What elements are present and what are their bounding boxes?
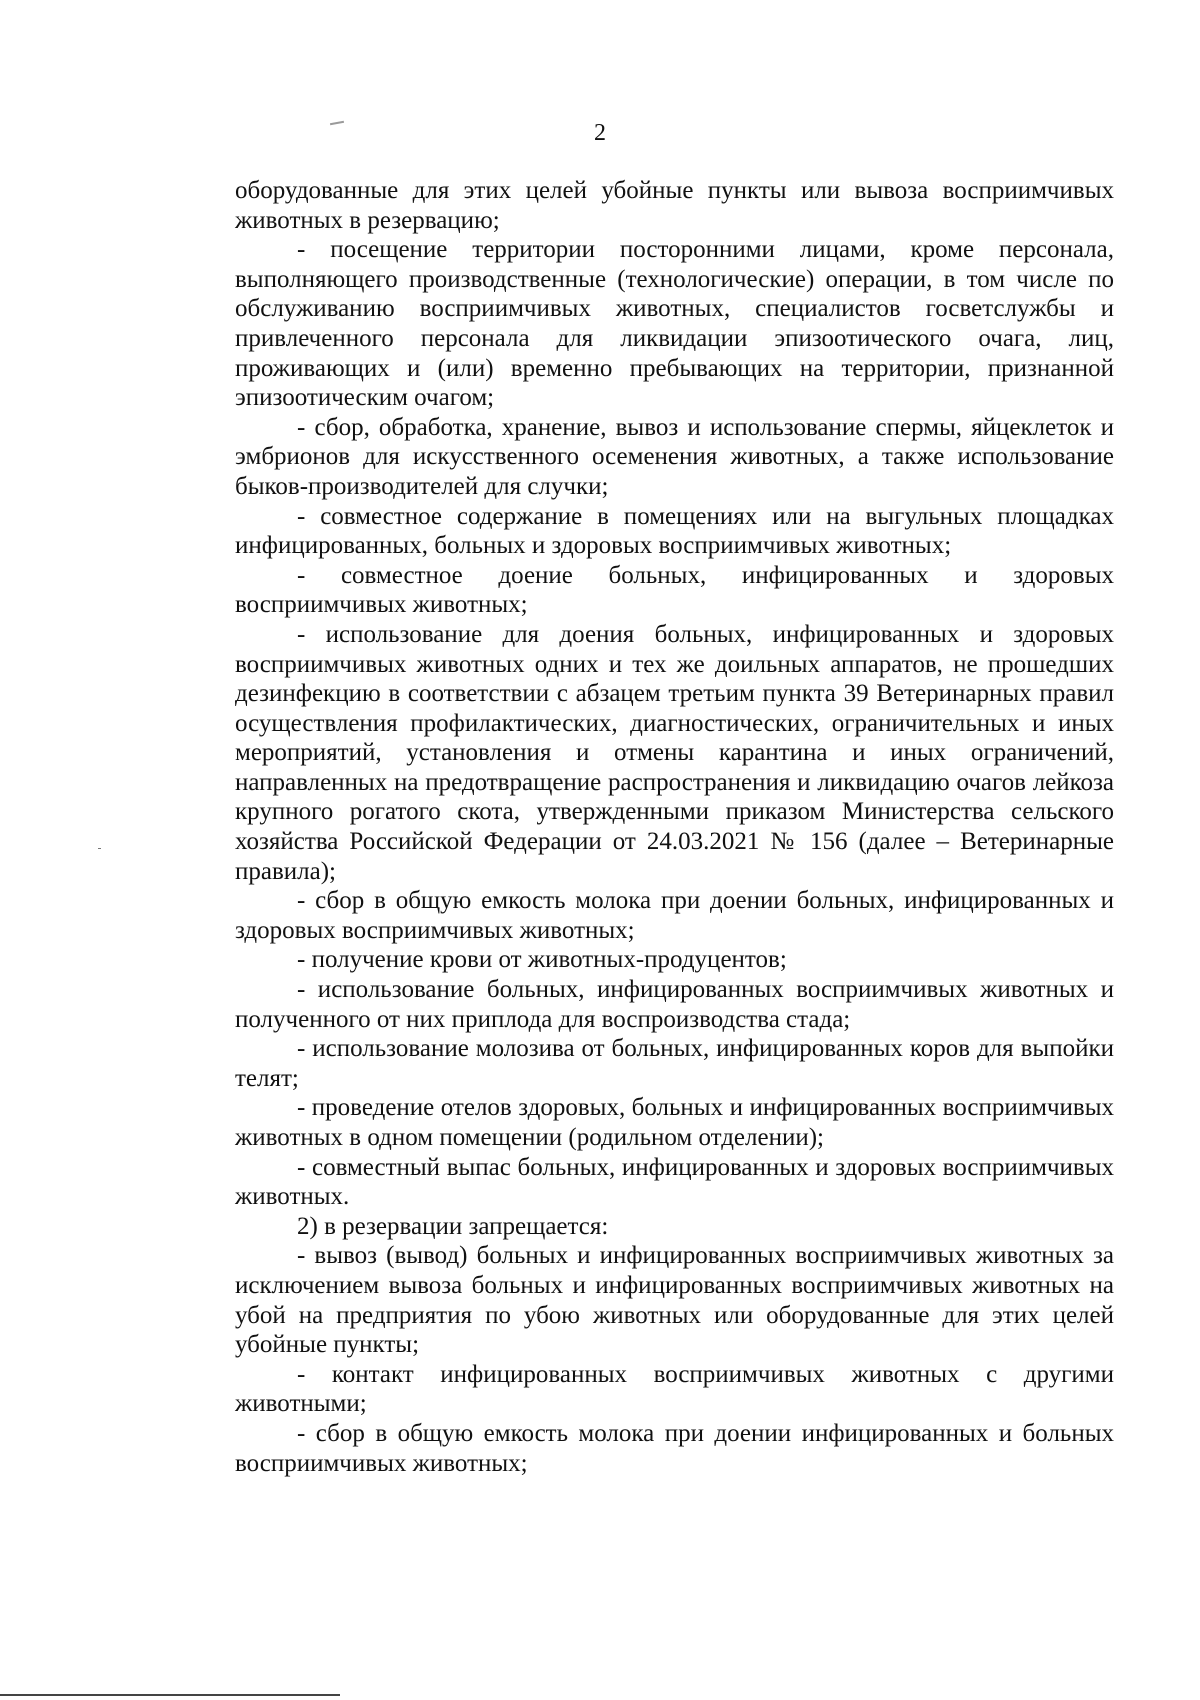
scan-speck — [98, 848, 101, 849]
paragraph-continued-text: оборудованные для этих целей убойные пункты или вывоза восприимчивых животных в резервацию; — [235, 177, 1114, 234]
paragraph-removal-ban: - вывоз (вывод) больных и инфицированных восприимчивых животных за исключением вывоза больных и инфицированных восприимчивых животных на убой на предприятия по убою животных или оборудованные для этих целей убойные пункты; — [235, 1242, 1114, 1359]
paragraph-joint-milking-ban: - совместное доение больных, инфицированных и здоровых восприимчивых животных; — [235, 561, 1114, 619]
paragraph-contact-ban: - контакт инфицированных восприимчивых животных с другими животными; — [235, 1360, 1114, 1418]
paragraph-joint-keeping-ban: - совместное содержание в помещениях или на выгульных площадках инфицированных, больных и здоровых восприимчивых животных; — [235, 502, 1114, 560]
paragraph-calving-ban: - проведение отелов здоровых, больных и инфицированных восприимчивых животных в одном помещении (родильном отделении); — [235, 1094, 1114, 1151]
paragraph-reservation-heading: 2) в резервации запрещается: — [297, 1212, 609, 1240]
paragraph-blood-ban: - получение крови от животных-продуцентов; — [297, 946, 787, 974]
paragraph-grazing-ban: - совместный выпас больных, инфицированных и здоровых восприимчивых животных. — [235, 1153, 1114, 1211]
page-number: 2 — [594, 120, 606, 146]
paragraph-sperm-ban: - сбор, обработка, хранение, вывоз и использование спермы, яйцеклеток и эмбрионов для искусственного осеменения животных, а также использование быков-производителей для случки; — [235, 413, 1114, 500]
paragraph-reservation-milk-ban: - сбор в общую емкость молока при доении инфицированных и больных восприимчивых животных; — [235, 1419, 1114, 1477]
paragraph-milk-collection-ban: - сбор в общую емкость молока при доении больных, инфицированных и здоровых восприимчивых животных; — [235, 887, 1114, 944]
document-body — [235, 176, 1114, 1478]
paragraph-colostrum-ban: - использование молозива от больных, инфицированных коров для выпойки телят; — [235, 1035, 1114, 1092]
scan-edge-line — [0, 1694, 340, 1696]
paragraph-visitors-ban: - посещение территории посторонними лицами, кроме персонала, выполняющего производственные (технологические) операции, в том числе по обслуживанию восприимчивых животных, специалистов госветслужбы и привлеченного персонала для ликвидации эпизоотического очага, лиц, проживающих и (или) временно пребывающих на территории, признанной эпизоотическим очагом; — [235, 236, 1114, 412]
paragraph-milking-equipment-ban: - использование для доения больных, инфицированных и здоровых восприимчивых животных одних и тех же доильных аппаратов, не прошедших дезинфекцию в соответствии с абзацем третьим пункта 39 Ветеринарных правил осуществления профилактических, диагностических, ограничительных и иных мероприятий, установления и отмены карантина и иных ограничений, направленных на предотвращение распространения и ликвидацию очагов лейкоза крупного рогатого скота, утвержденными приказом Министерства сельского хозяйства Российской Федерации от 24.03.2021 № 156 (далее – Ветеринарные правила); — [235, 620, 1114, 885]
paragraph-reproduction-ban: - использование больных, инфицированных восприимчивых животных и полученного от них приплода для воспроизводства стада; — [235, 976, 1114, 1033]
